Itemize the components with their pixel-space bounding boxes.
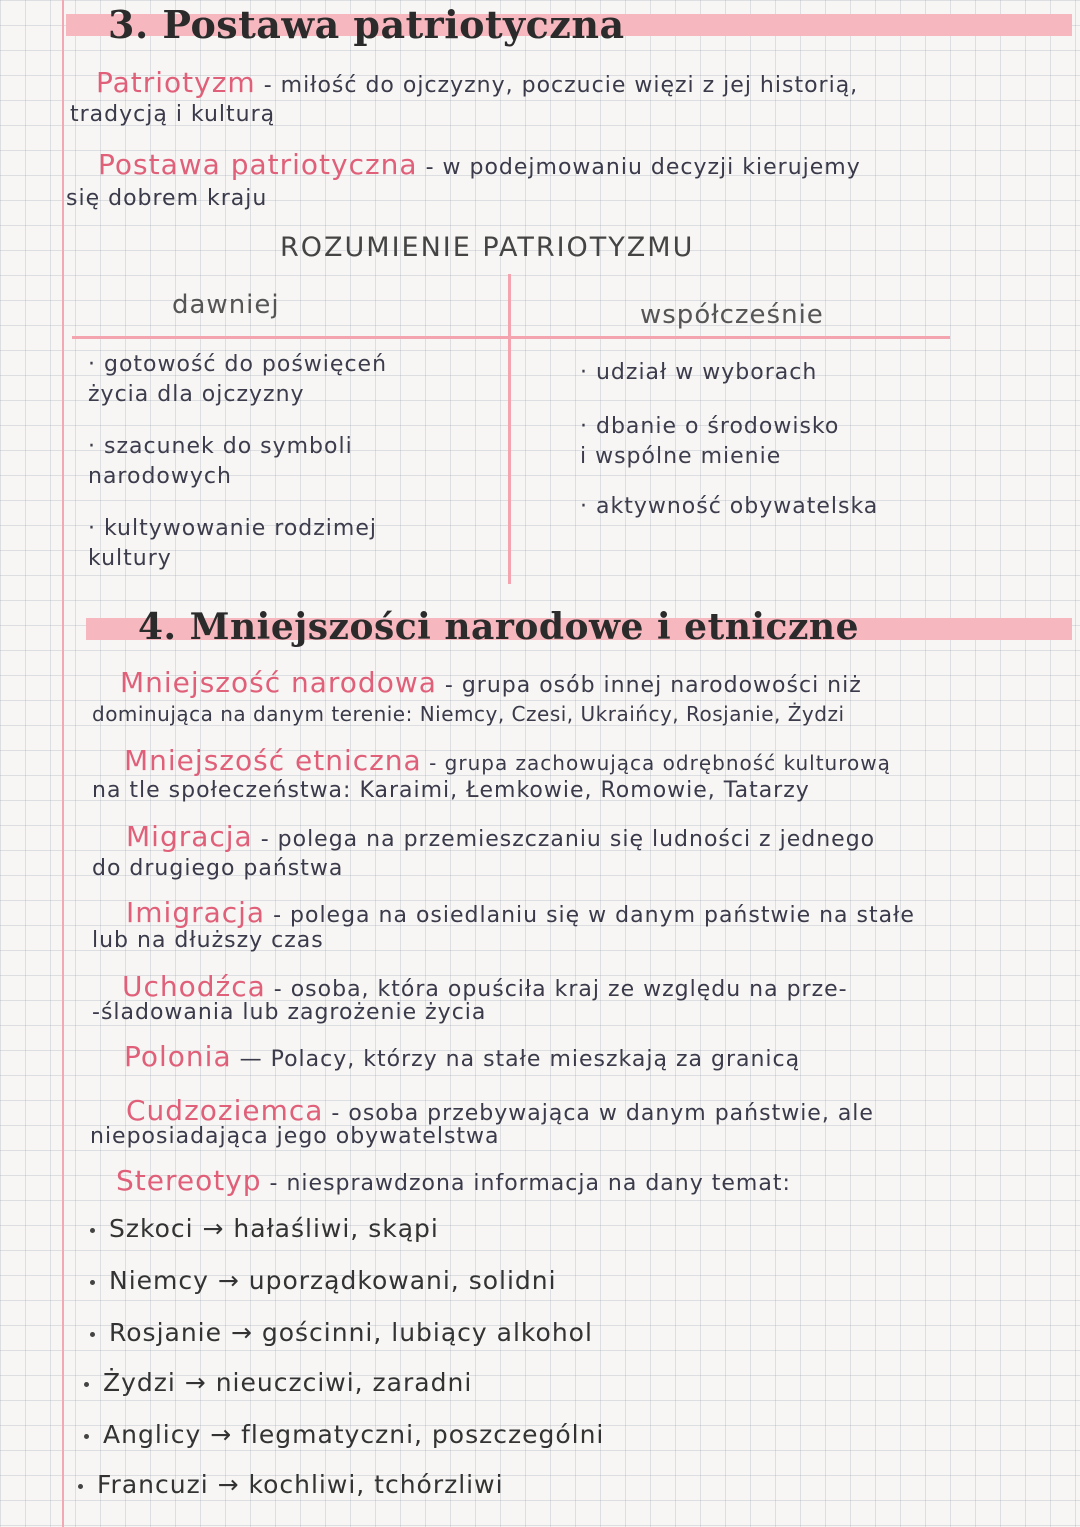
section-heading: 4. Mniejszości narodowe i etniczne: [138, 606, 859, 648]
definition-polonia: [124, 1040, 800, 1073]
definition-continuation: lub na dłuższy czas: [92, 928, 324, 953]
table-cell: · szacunek do symboli narodowych: [88, 434, 353, 489]
definition-migracja: [126, 820, 875, 853]
definition-text: - miłość do ojczyzny, poczucie więzi z jej historią,: [255, 73, 859, 98]
list-item: Anglicy → flegmatyczni, poszczególni: [84, 1420, 604, 1449]
definition-term: Mniejszość etniczna: [124, 744, 422, 777]
bullet-icon: [84, 1382, 89, 1387]
definition-term: Uchodźca: [122, 970, 266, 1003]
definition-term: Polonia: [124, 1040, 232, 1073]
table-cell: · dbanie o środowisko i wspólne mienie: [580, 414, 840, 469]
list-item: Niemcy → uporządkowani, solidni: [90, 1266, 557, 1295]
definition-text: - grupa zachowująca odrębność kulturową: [421, 751, 891, 775]
definition-patriotyzm: [96, 66, 858, 99]
list-item: Rosjanie → gościnni, lubiący alkohol: [90, 1318, 593, 1347]
definition-continuation: do drugiego państwa: [92, 856, 344, 881]
bullet-icon: [84, 1434, 89, 1439]
definition-term: Imigracja: [126, 896, 266, 929]
definition-text: - osoba, która opuściła kraj ze względu na prze-: [265, 977, 848, 1002]
definition-term: Mniejszość narodowa: [120, 666, 437, 699]
definition-text: — Polacy, którzy na stałe mieszkają za granicą: [231, 1047, 801, 1072]
definition-term: Patriotyzm: [96, 66, 256, 99]
definition-mniejszosc-narodowa: [120, 666, 862, 699]
table-horizontal-line: [72, 336, 950, 339]
table-title: ROZUMIENIE PATRIOTYZMU: [280, 232, 695, 263]
list-item: Francuzi → kochliwi, tchórzliwi: [78, 1470, 504, 1499]
definition-continuation: na tle społeczeństwa: Karaimi, Łemkowie, Romowie, Tatarzy: [92, 778, 810, 803]
definition-text: - polega na przemieszczaniu się ludności z jednego: [252, 827, 876, 852]
bullet-icon: [78, 1484, 83, 1489]
definition-continuation: -śladowania lub zagrożenie życia: [92, 1000, 487, 1025]
list-item: Szkoci → hałaśliwi, skąpi: [90, 1214, 439, 1243]
definition-stereotyp: [116, 1164, 791, 1197]
bullet-icon: [90, 1332, 95, 1337]
definition-continuation: nieposiadająca jego obywatelstwa: [90, 1124, 500, 1149]
table-cell: · kultywowanie rodzimej kultury: [88, 516, 377, 571]
definition-text: - polega na osiedlaniu się w danym państwie na stałe: [265, 903, 915, 928]
bullet-icon: [90, 1280, 95, 1285]
definition-continuation: się dobrem kraju: [66, 186, 268, 211]
definition-imigracja: [126, 896, 915, 929]
table-cell: · udział w wyborach: [580, 360, 818, 385]
definition-continuation: tradycją i kulturą: [70, 102, 276, 127]
definition-text: - osoba przebywająca w danym państwie, ale: [323, 1101, 874, 1126]
bullet-icon: [90, 1228, 95, 1233]
definition-text: - grupa osób innej narodowości niż: [436, 673, 862, 698]
table-cell: · gotowość do poświęceń życia dla ojczyzny: [88, 352, 388, 407]
definition-term: Migracja: [126, 820, 253, 853]
table-header-right: współcześnie: [640, 300, 824, 330]
definition-postawa: [98, 148, 861, 181]
definition-continuation: dominująca na danym terenie: Niemcy, Czesi, Ukraińcy, Rosjanie, Żydzi: [92, 702, 845, 726]
table-cell: · aktywność obywatelska: [580, 494, 879, 519]
definition-uchodzca: [122, 970, 848, 1003]
definition-term: Cudzoziemca: [126, 1094, 324, 1127]
margin-line: [62, 0, 64, 1527]
definition-text: - niesprawdzona informacja na dany temat:: [261, 1171, 791, 1196]
table-header-left: dawniej: [172, 290, 280, 320]
table-vertical-line: [508, 274, 511, 584]
definition-mniejszosc-etniczna: [124, 744, 891, 777]
section-heading: 3. Postawa patriotyczna: [108, 2, 625, 47]
definition-term: Postawa patriotyczna: [98, 148, 418, 181]
definition-term: Stereotyp: [116, 1164, 262, 1197]
definition-text: - w podejmowaniu decyzji kierujemy: [417, 155, 861, 180]
definition-cudzoziemca: [126, 1094, 874, 1127]
list-item: Żydzi → nieuczciwi, zaradni: [84, 1368, 472, 1397]
